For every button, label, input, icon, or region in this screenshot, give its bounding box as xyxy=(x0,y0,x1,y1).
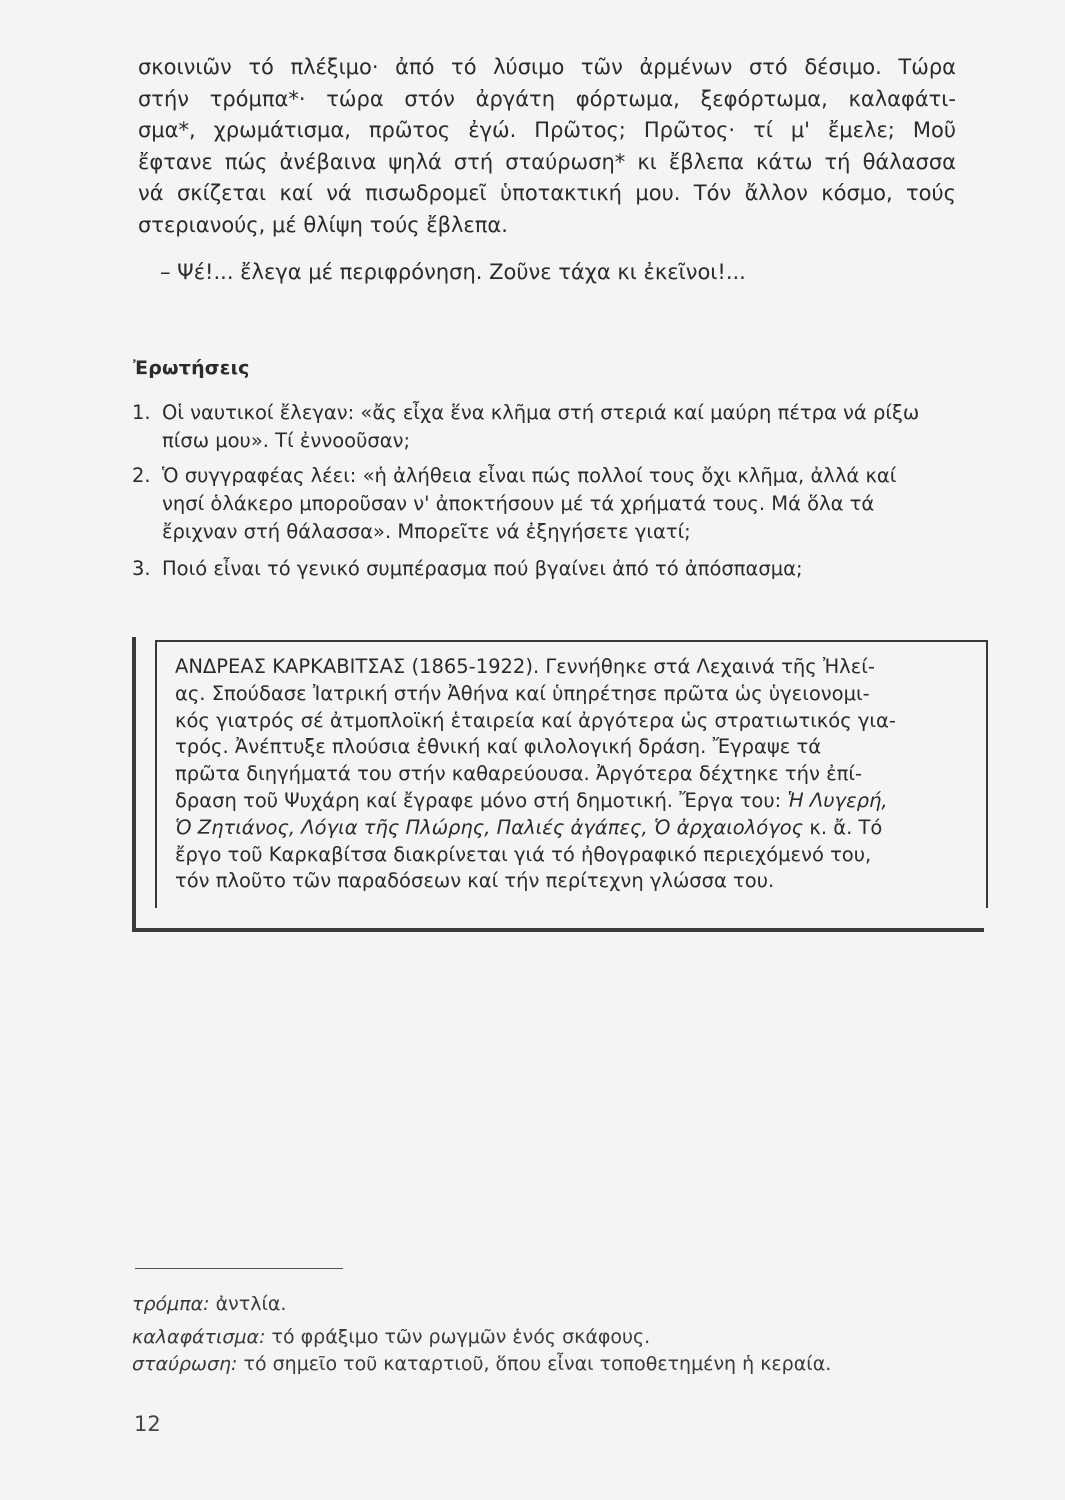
question-line: ἔριχναν στή θάλασσα». Μπορεῖτε νά ἐξηγήσετε γιατί; xyxy=(162,520,691,543)
narrative-paragraph xyxy=(138,52,956,241)
question-number: 2. xyxy=(132,464,151,487)
text-line: σμα*, χρωμάτισμα, πρῶτος ἐγώ. Πρῶτος; Πρῶτος· τί μ' ἔμελε; Μοῦ xyxy=(138,118,956,142)
questions-heading: Ἐρωτήσεις xyxy=(133,357,250,379)
bio-line xyxy=(175,815,961,842)
bio-line: πρῶτα διηγήματά του στήν καθαρεύουσα. Ἀργότερα δέχτηκε τήν ἐπί- xyxy=(175,762,863,786)
bio-line-text: δραση τοῦ Ψυχάρη καί ἔγραφε μόνο στή δημοτική. Ἔργα του: xyxy=(175,788,788,812)
question-line: νησί ὁλάκερο μποροῦσαν ν' ἀποκτήσουν μέ τά χρήματά τους. Μά ὅλα τά xyxy=(162,492,875,515)
bio-line xyxy=(175,788,961,815)
bio-line: τόν πλοῦτο τῶν παραδόσεων καί τήν περίτεχνη γλώσσα του. xyxy=(175,869,775,893)
question-item xyxy=(132,399,956,455)
text-line: ἔφτανε πώς ἀνέβαινα ψηλά στή σταύρωση* κι ἔβλεπα κάτω τή θάλασσα xyxy=(138,149,956,174)
question-item xyxy=(132,555,956,583)
work-titles: Ὁ Ζητιάνος, Λόγια τῆς Πλώρης, Παλιές ἀγάπες, Ὁ ἀρχαιολόγος xyxy=(175,815,804,839)
footnote-definition: ἀντλία. xyxy=(209,1293,287,1315)
text-line: νά σκίζεται καί νά πισωδρομεῖ ὑποτακτική μου. Τόν ἄλλον κόσμο, τούς xyxy=(138,181,956,205)
bio-line: κός γιατρός σέ ἀτμοπλοϊκή ἑταιρεία καί ἀργότερα ὡς στρατιωτικός για- xyxy=(175,708,896,732)
footnote xyxy=(132,1352,831,1376)
footnote-term: τρόμπα: xyxy=(132,1293,210,1315)
text-line: στήν τρόμπα*· τώρα στόν ἀργάτη φόρτωμα, ξεφόρτωμα, καλαφάτι- xyxy=(138,86,956,111)
bio-line-text: κ. ἄ. Τό xyxy=(803,815,883,839)
work-title: Ἡ Λυγερή, xyxy=(787,788,888,812)
dialog-line: – Ψέ!... ἔλεγα μέ περιφρόνηση. Ζοῦνε τάχα κι ἐκεῖνοι!... xyxy=(160,260,746,284)
footnote-definition: τό σημεῖο τοῦ καταρτιοῦ, ὅπου εἶναι τοποθετημένη ἡ κεραία. xyxy=(237,1353,832,1375)
bio-line: τρός. Ἀνέπτυξε πλούσια ἐθνική καί φιλολογική δράση. Ἔγραψε τά xyxy=(175,735,822,759)
question-line: Ποιό εἶναι τό γενικό συμπέρασμα πού βγαίνει ἀπό τό ἀπόσπασμα; xyxy=(162,557,803,580)
question-item xyxy=(132,462,956,546)
question-line: πίσω μου». Τί ἐννοοῦσαν; xyxy=(162,429,411,452)
bio-line: ΑΝΔΡΕΑΣ ΚΑΡΚΑΒΙΤΣΑΣ (1865-1922). Γεννήθηκε στά Λεχαινά τῆς Ἠλεί- xyxy=(175,655,875,678)
footnote-term: καλαφάτισμα: xyxy=(132,1326,266,1348)
question-line: Ὁ συγγραφέας λέει: «ἡ ἀλήθεια εἶναι πώς πολλοί τους ὄχι κλῆμα, ἀλλά καί xyxy=(162,464,897,487)
footnote xyxy=(132,1325,650,1349)
page-number: 12 xyxy=(134,1412,161,1436)
question-line: Οἱ ναυτικοί ἔλεγαν: «ἄς εἶχα ἕνα κλῆμα στή στεριά καί μαύρη πέτρα νά ρίξω xyxy=(162,401,920,424)
author-bio xyxy=(175,654,961,895)
question-number: 3. xyxy=(132,557,151,580)
bio-line: ας. Σπούδασε Ἰατρική στήν Ἀθήνα καί ὑπηρέτησε πρῶτα ὡς ὑγειονομι- xyxy=(175,681,870,705)
text-line: σκοινιῶν τό πλέξιμο· ἀπό τό λύσιμο τῶν ἀρμένων στό δέσιμο. Τώρα xyxy=(138,55,956,79)
footnote-term: σταύρωση: xyxy=(132,1353,238,1375)
footnote xyxy=(132,1292,286,1316)
question-number: 1. xyxy=(132,401,151,424)
footnote-definition: τό φράξιμο τῶν ρωγμῶν ἑνός σκάφους. xyxy=(265,1326,651,1348)
text-line: στεριανούς, μέ θλίψη τούς ἔβλεπα. xyxy=(138,212,508,237)
footnote-divider xyxy=(135,1268,343,1269)
bio-line: ἔργο τοῦ Καρκαβίτσα διακρίνεται γιά τό ἠθογραφικό περιεχόμενό του, xyxy=(175,842,872,866)
